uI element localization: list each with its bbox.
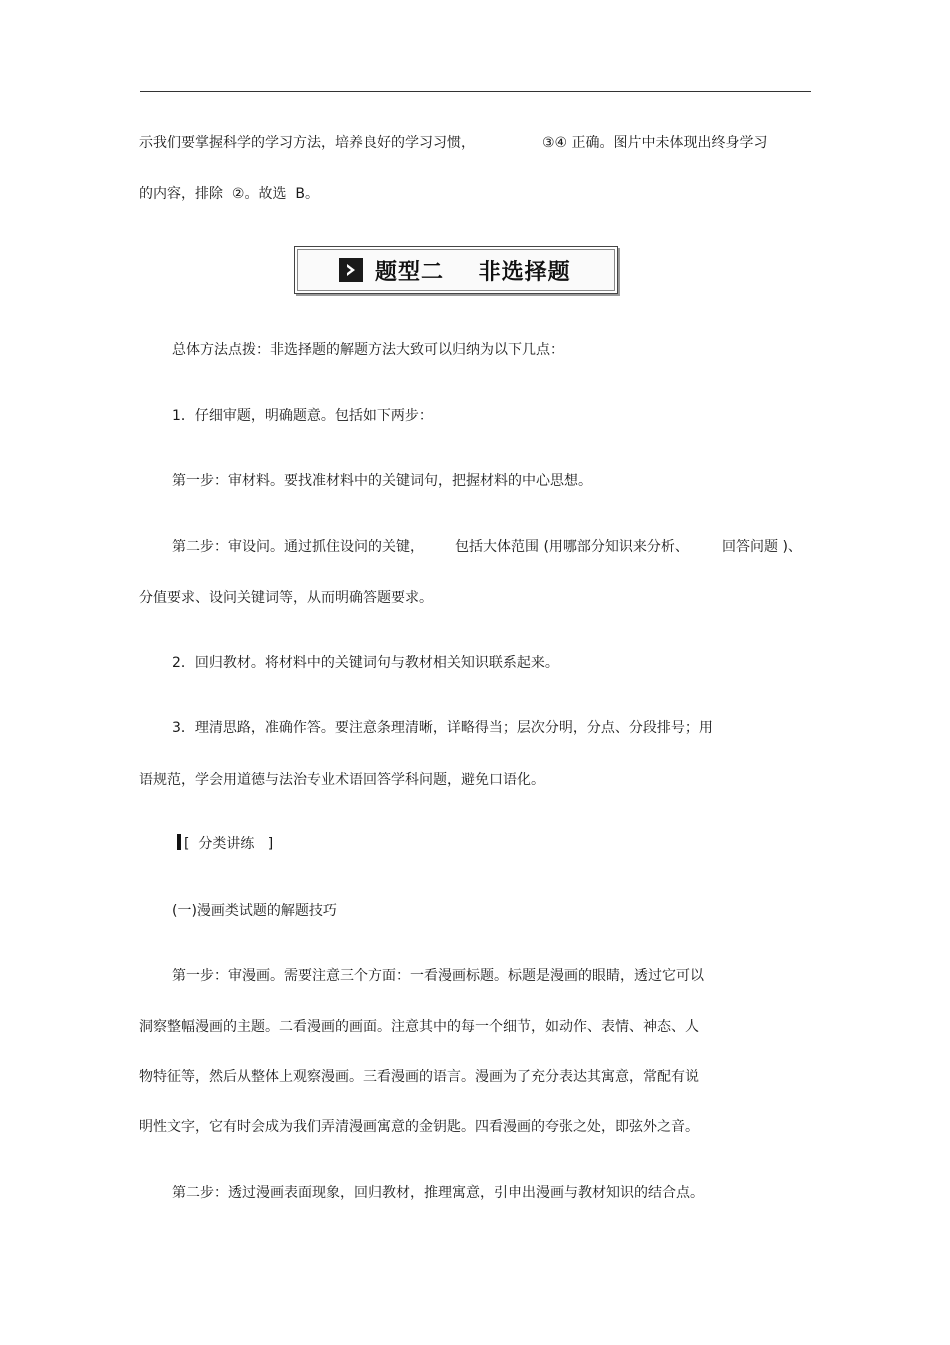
- point-3-cont: 语规范，学会用道德与法治专业术语回答学科问题，避免口语化。: [139, 772, 545, 788]
- comic-step-1-cont: 物特征等，然后从整体上观察漫画。三看漫画的语言。漫画为了充分表达其寓意，常配有说: [139, 1069, 699, 1085]
- overview-text: 总体方法点拨：非选择题的解题方法大致可以归纳为以下几点：: [172, 342, 564, 358]
- comic-step-1-cont: 明性文字，它有时会成为我们弄清漫画寓意的金钥匙。四看漫画的夸张之处，即弦外之音。: [139, 1119, 699, 1135]
- section-marker: [177, 834, 181, 850]
- comic-step-2: 第二步：透过漫画表面现象，回归教材，推理寓意，引申出漫画与教材知识的结合点。: [172, 1185, 704, 1201]
- subheading: (一)漫画类试题的解题技巧: [172, 903, 337, 919]
- step-2: 回答问题 )、: [722, 539, 802, 555]
- step-1: 第一步：审材料。要找准材料中的关键词句，把握材料的中心思想。: [172, 473, 592, 489]
- section-banner: [294, 246, 618, 294]
- play-arrow-icon: [339, 258, 363, 282]
- text-line: 的内容，排除 ②。故选 B。: [139, 186, 319, 202]
- point-2: 2．回归教材。将材料中的关键词句与教材相关知识联系起来。: [172, 655, 559, 671]
- banner-title: 题型二 非选择题: [375, 259, 571, 285]
- step-2: 第二步：审设问。通过抓住设问的关键，: [172, 539, 424, 555]
- step-2-cont: 分值要求、设问关键词等，从而明确答题要求。: [139, 590, 433, 606]
- section-label: [ 分类讲练 ]: [184, 836, 274, 852]
- point-3: 3．理清思路，准确作答。要注意条理清晰，详略得当；层次分明，分点、分段排号；用: [172, 720, 713, 736]
- step-2: 包括大体范围 (用哪部分知识来分析、: [455, 539, 689, 555]
- comic-step-1: 第一步：审漫画。需要注意三个方面：一看漫画标题。标题是漫画的眼睛，透过它可以: [172, 968, 704, 984]
- text-line: 示我们要掌握科学的学习方法，培养良好的学习习惯，: [139, 135, 475, 151]
- comic-step-1-cont: 洞察整幅漫画的主题。二看漫画的画面。注意其中的每一个细节，如动作、表情、神态、人: [139, 1019, 699, 1035]
- header-rule: [140, 91, 811, 92]
- point-1: 1．仔细审题，明确题意。包括如下两步：: [172, 408, 433, 424]
- text-line: ③④ 正确。图片中未体现出终身学习: [542, 135, 768, 151]
